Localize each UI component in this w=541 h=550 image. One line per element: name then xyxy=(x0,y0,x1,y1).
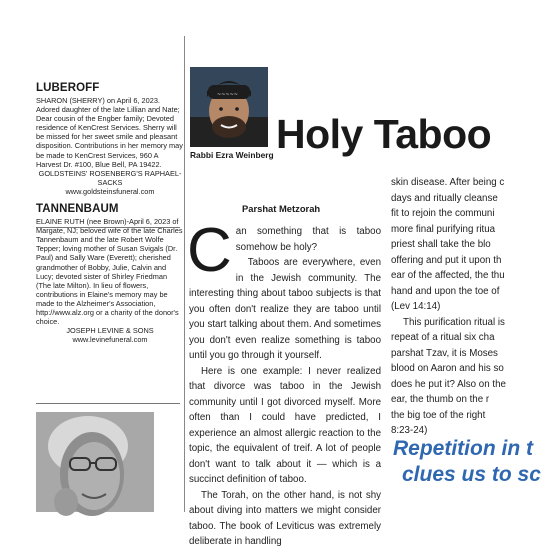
rabbi-photo xyxy=(190,67,268,147)
obituary-name: LUBEROFF xyxy=(36,82,100,94)
obituary-luberoff xyxy=(36,82,184,196)
article-line: repeat of a ritual six cha xyxy=(391,332,495,343)
column-divider xyxy=(184,36,185,512)
funeral-website: www.levinefuneral.com xyxy=(72,335,148,345)
obituary-divider xyxy=(36,403,180,404)
svg-text:~~~~~: ~~~~~ xyxy=(217,92,238,98)
article-line: more final purifying ritua xyxy=(391,223,496,235)
article-line: This purification ritual is xyxy=(403,316,505,328)
obituary-text: SHARON (SHERRY) on April 6, 2023. Adored daughter of the late Lillian and Nate; Dear cousin of the Engber family; Devoted residence of KenCrest Services. Sherry will be missed for her sweet smile and pleasant disposition. Contributions in her memory may be made to KenCrest Services, 960 A Harvest Dr. #100, Blue Bell, PA 19422. xyxy=(36,96,183,169)
article-line: priest shall take the blo xyxy=(391,239,491,250)
article-line: (Lev 14:14) xyxy=(391,301,441,312)
article-line: ear of the affected, the thu xyxy=(391,270,505,281)
obituary-photo xyxy=(36,412,154,512)
article-lead-text: an something that is taboo somehow be holy? xyxy=(235,226,381,253)
obituary-tannenbaum xyxy=(36,203,184,344)
article-line: offering and put it upon th xyxy=(391,254,502,266)
pull-quote-line: Repetition in t xyxy=(393,437,533,460)
article-line: fit to rejoin the communi xyxy=(391,208,495,219)
obituary-text: ELAINE RUTH (nee Brown)-April 6, 2023 of Margate, NJ; beloved wife of the late Charles Tannenbaum and the late Robert Wolfe Tepper; loving mother of Susan Svigals (Dr. Paul) and Sally Ware (Everett); cherished grandmother of Bobby, Julie, Calvin and Lucy; devoted sister of Shirley Friedman (The late Milton). In lieu of flowers, contributions in Elaine's memory may be made to the Alzheimer's Association, http://www.alz.org or a charity of the donor's choice. xyxy=(36,217,183,327)
pull-quote xyxy=(393,436,541,488)
article-section: Parshat Metzorah xyxy=(242,203,321,214)
article-paragraph: The Torah, on the other hand, is not shy about diving into matters we might consider taboo. The book of Leviticus was extremely deliberate in handling xyxy=(189,489,381,547)
article-paragraph: Here is one example: I never realized that divorce was taboo in the Jewish community until I got divorced myself. More often than I could have predicted, I experience an almost allergic reaction to the topic, the equivalent of treif. A lot of people don't want to talk about it — which is a succinct definition of taboo. xyxy=(189,365,381,485)
article-line: days and ritually cleanse xyxy=(391,192,498,204)
article-line: hand and upon the toe of xyxy=(391,285,500,297)
article-column-continued xyxy=(391,175,512,439)
funeral-website: www.goldsteinsfuneral.com xyxy=(65,186,155,196)
obituary-column xyxy=(36,82,184,344)
drop-cap: C xyxy=(187,216,232,285)
article-byline: Rabbi Ezra Weinberg xyxy=(190,150,274,160)
article-line: skin disease. After being c xyxy=(391,177,505,188)
article-line: ear, the thumb on the r xyxy=(391,394,490,405)
funeral-home: JOSEPH LEVINE & SONS xyxy=(66,326,154,336)
obituary-name: TANNENBAUM xyxy=(36,203,119,216)
article-line: 8:23-24) xyxy=(391,425,428,436)
article-paragraph: Taboos are everywhere, even in the Jewish community. The interesting thing about taboo subjects is that you often don't realize they are taboo until you start talking about them. And sometimes you don't even realize something is taboo until you go through it yourself. xyxy=(189,257,381,361)
obituary-divider xyxy=(36,227,180,228)
article-line: parshat Tzav, it is Moses xyxy=(391,347,498,359)
article-paragraph xyxy=(187,216,381,285)
funeral-home: GOLDSTEINS' ROSENBERG'S RAPHAEL-SACKS xyxy=(38,168,182,187)
article-column xyxy=(187,216,381,550)
article-headline: Holy Taboo xyxy=(276,111,492,157)
pull-quote-line: clues us to sc xyxy=(402,463,541,486)
article-line: does he put it? Also on the xyxy=(391,378,506,390)
article-line: blood on Aaron and his so xyxy=(391,363,504,374)
article-line: the big toe of the right xyxy=(391,409,486,421)
